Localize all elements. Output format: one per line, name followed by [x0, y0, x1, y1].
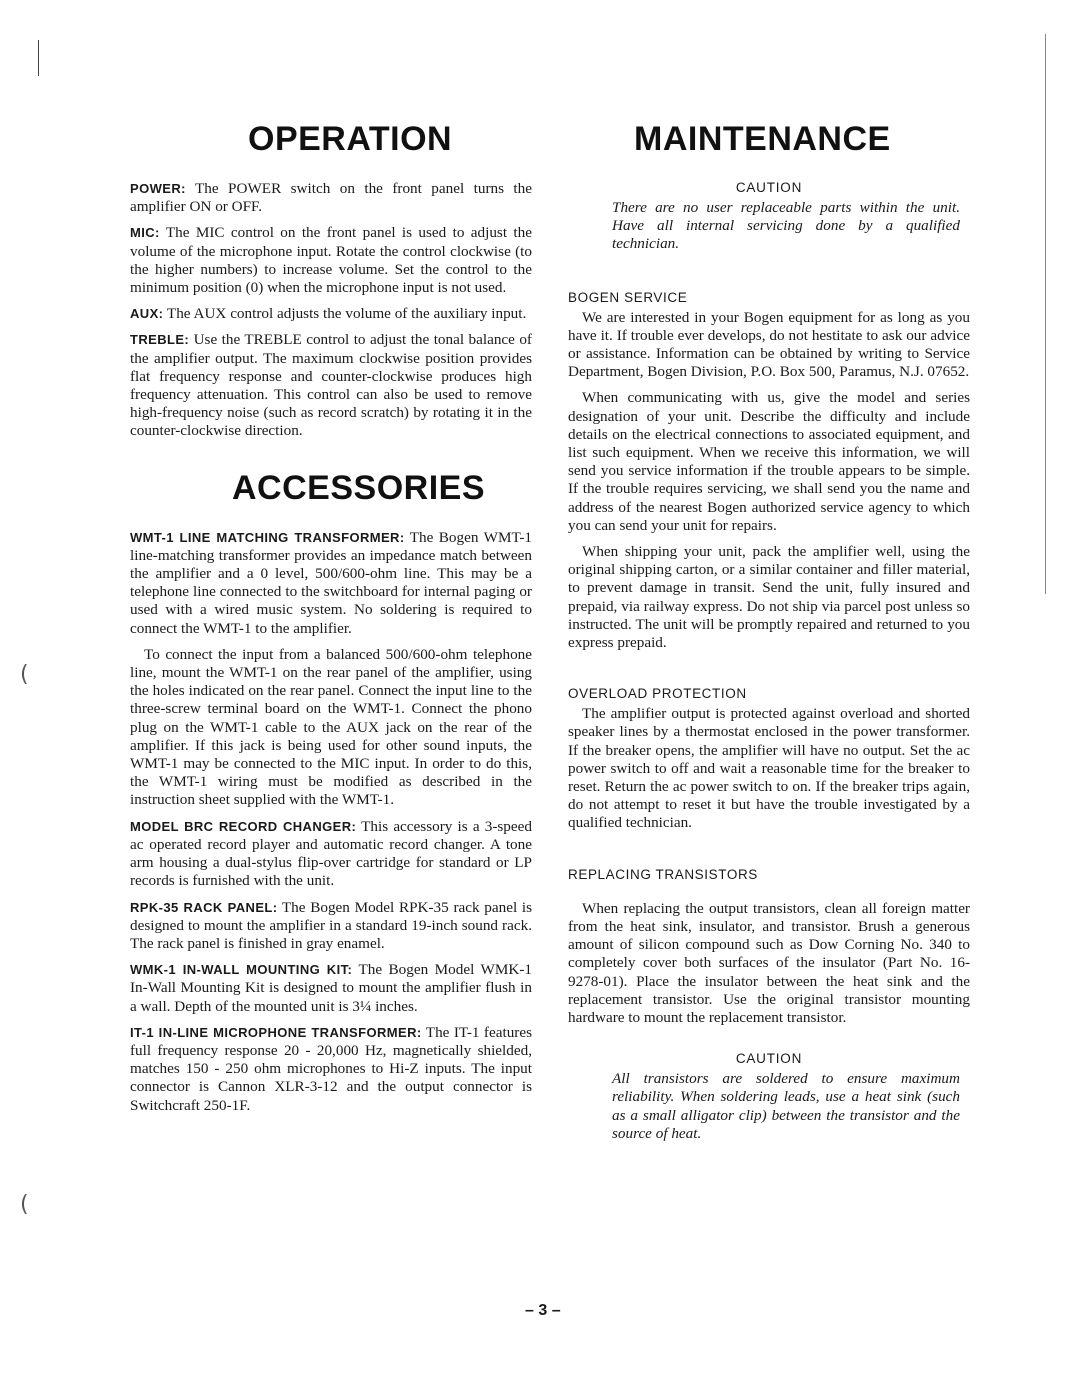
caution-heading-1: CAUTION [735, 180, 803, 195]
rpk-paragraph [130, 899, 532, 954]
brc-paragraph [130, 818, 532, 891]
brc-label: MODEL BRC RECORD CHANGER: [130, 818, 357, 834]
binder-hole-mark-top: ( [20, 662, 29, 687]
power-paragraph [130, 180, 532, 216]
mic-paragraph [130, 224, 532, 297]
aux-text: The AUX control adjusts the volume of the auxiliary input. [166, 305, 527, 323]
margin-line-left [38, 40, 39, 76]
bogen-service-heading: BOGEN SERVICE [568, 289, 688, 305]
rpk-text: The Bogen Model RPK-35 rack panel is designed to mount the amplifier in a standard 19-inch sound rack. The rack panel is finished in gray enamel. [130, 898, 533, 952]
margin-line-right [1045, 34, 1046, 594]
it1-text: The IT-1 features full frequency response 20 - 20,000 Hz, magnetically shielded, matches 150 - 250 ohm microphones to Hi-Z inputs. The input connector is Cannon XLR-3-12 and the output connector is Switchcraft 250-1F. [130, 1023, 532, 1114]
right-column [568, 122, 970, 1143]
maintenance-heading: MAINTENANCE [634, 120, 891, 158]
it1-paragraph [130, 1024, 532, 1115]
brc-text: This accessory is a 3-speed ac operated record player and automatic record changer. A tone arm housing a dual-stylus flip-over cartridge for standard or LP records is furnished with the unit. [130, 817, 532, 890]
bogen-service-paragraph-3: When shipping your unit, pack the amplifier well, using the original shipping carton, or a similar container and filler material, to prevent damage in transit. Send the unit, fully insured and prepaid, via railway express. Do not ship via parcel post unless so instructed. The unit will be promptly repaired and returned to you express prepaid. [568, 543, 970, 652]
rpk-label: RPK-35 RACK PANEL: [130, 899, 278, 915]
bogen-service-paragraph-1: We are interested in your Bogen equipment for as long as you have it. If trouble ever develops, do not hestitate to ask our advice or assistance. Information can be obtained by writing to Service Department, Bogen Division, P.O. Box 500, Paramus, N.J. 07652. [568, 308, 970, 381]
aux-label: AUX: [130, 306, 164, 322]
binder-hole-mark-bottom: ( [20, 1192, 29, 1217]
mic-text: The MIC control on the front panel is used to adjust the volume of the microphone input. Rotate the control clockwise (to the higher numbers) to increase volume. Set the control to the minimum position (0) when the microphone input is not used. [130, 224, 532, 297]
treble-paragraph [130, 331, 532, 440]
power-label: POWER: [130, 181, 186, 196]
it1-label: IT-1 IN-LINE MICROPHONE TRANSFORMER: [130, 1024, 422, 1040]
treble-text: Use the TREBLE control to adjust the tonal balance of the amplifier output. The maximum clockwise position provides flat frequency response and counter-clockwise produces high frequency attenuation. This control can also be used to remove high-frequency noise (such as record scratch) by rotating it in the counter-clockwise direction. [130, 331, 532, 440]
left-column [130, 122, 532, 1123]
wmt-paragraph [130, 529, 532, 638]
operation-heading: OPERATION [248, 120, 453, 158]
wmk-text: The Bogen Model WMK-1 In-Wall Mounting Kit is designed to mount the amplifier flush in a wall. Depth of the mounted unit is 3¼ inches. [130, 961, 532, 1015]
treble-label: TREBLE: [130, 332, 190, 348]
caution-heading-2: CAUTION [735, 1051, 803, 1067]
accessories-heading: ACCESSORIES [232, 468, 485, 507]
bogen-service-paragraph-2: When communicating with us, give the model and series designation of your unit. Describe the difficulty and include details on the electrical connections to associated equipment, and list such equipment. When we receive this information, we will send you service information if the trouble appears to be simple. If the trouble requires servicing, we shall send you the name and address of the nearest Bogen authorized service agency to which you can send your unit for repairs. [568, 389, 970, 534]
caution-text-2: All transistors are soldered to ensure maximum reliability. When soldering leads, use a heat sink (such as a small alligator clip) between the transistor and the source of heat. [612, 1070, 960, 1142]
replacing-transistors-paragraph: When replacing the output transistors, clean all foreign matter from the heat sink, insulator, and transistor. Brush a generous amount of silicon compound such as Dow Corning No. 340 to completely cover both surfaces of the insulator (Part No. 16-9278-01). Place the insulator between the heat sink and the replacement transistor. Use the original transistor mounting hardware to mount the replacement transistor. [568, 899, 970, 1026]
caution-text-1: There are no user replaceable parts within the unit. Have all internal servicing done by a qualified technician. [612, 199, 960, 253]
overload-protection-paragraph: The amplifier output is protected against overload and shorted speaker lines by a thermostat enclosed in the power transformer. If the breaker opens, the amplifier will have no output. Set the ac power switch to off and wait a reasonable time for the breaker to reset. Return the ac power switch to on. If the breaker trips again, do not attempt to reset it but have the trouble investigated by a qualified technician. [568, 705, 970, 832]
wmt-paragraph-2: To connect the input from a balanced 500/600-ohm telephone line, mount the WMT-1 on the rear panel of the amplifier, using the holes indicated on the rear panel. Connect the input line to the three-screw terminal board on the WMT-1. Connect the phono plug on the WMT-1 cable to the AUX jack on the rear of the amplifier. If this jack is being used for other sound inputs, the WMT-1 may be connected to the MIC input. In order to do this, the WMT-1 wiring must be modified as described in the instruction sheet supplied with the WMT-1. [130, 645, 532, 809]
aux-paragraph [130, 305, 532, 323]
wmt-text: The Bogen WMT-1 line-matching transformer provides an impedance match between the amplifier and a 0 level, 500/600-ohm line. This may be a telephone line connected to the switchboard for internal paging or used with a wired music system. No soldering is required to connect the WMT-1 to the amplifier. [130, 528, 532, 637]
power-text: The POWER switch on the front panel turns the amplifier ON or OFF. [130, 180, 532, 216]
wmt-label: WMT-1 LINE MATCHING TRANSFORMER: [130, 529, 405, 545]
page-number: – 3 – [525, 1302, 561, 1319]
wmk-paragraph [130, 961, 532, 1016]
overload-protection-heading: OVERLOAD PROTECTION [568, 686, 747, 702]
replacing-transistors-heading: REPLACING TRANSISTORS [568, 866, 758, 882]
wmk-label: WMK-1 IN-WALL MOUNTING KIT: [130, 962, 353, 978]
mic-label: MIC: [130, 225, 160, 241]
